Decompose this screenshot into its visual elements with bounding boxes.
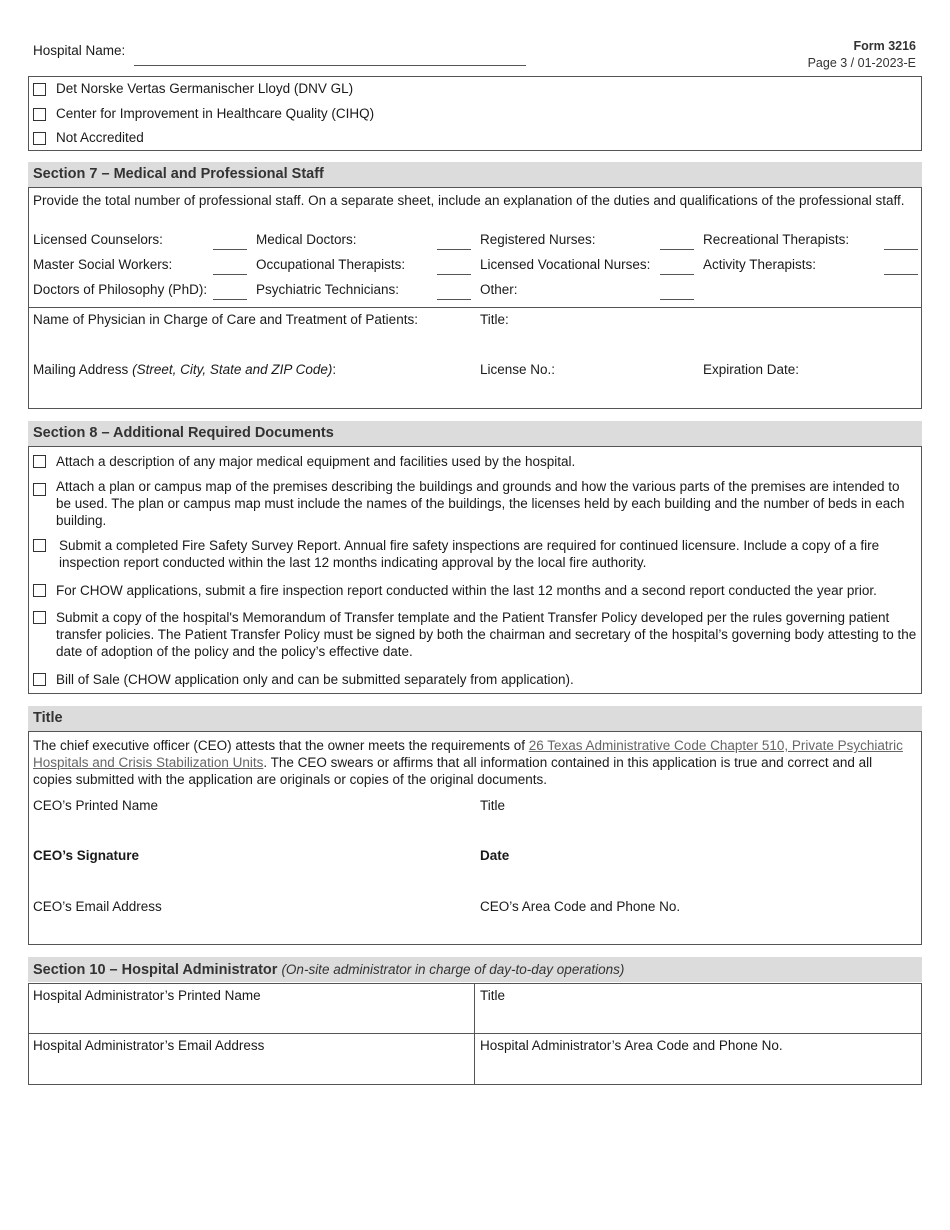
staff-count-field[interactable] xyxy=(437,274,471,275)
checkbox-bill-of-sale[interactable] xyxy=(33,673,46,686)
mailing-address-text: Mailing Address xyxy=(33,362,129,377)
staff-label: Psychiatric Technicians: xyxy=(256,282,400,297)
physician-label: Name of Physician in Charge of Care and Treatment of Patients: xyxy=(33,312,418,327)
ceo-signature-label: CEO’s Signature xyxy=(33,848,140,863)
accreditation-option: Det Norske Vertas Germanischer Lloyd (DNV GL) xyxy=(56,81,354,96)
checkbox-fire-safety[interactable] xyxy=(33,539,46,552)
staff-label: Licensed Vocational Nurses: xyxy=(480,257,651,272)
attestation-text xyxy=(33,737,913,788)
staff-label: Medical Doctors: xyxy=(256,232,357,247)
staff-label: Licensed Counselors: xyxy=(33,232,163,247)
section-7-intro: Provide the total number of professional staff. On a separate sheet, include an explanation of the duties and qualifications of the professional staff. xyxy=(33,193,905,208)
staff-label: Doctors of Philosophy (PhD): xyxy=(33,282,208,297)
ceo-title-label: Title xyxy=(480,798,506,813)
ceo-phone-label: CEO’s Area Code and Phone No. xyxy=(480,899,681,914)
checkbox-equipment[interactable] xyxy=(33,455,46,468)
staff-count-field[interactable] xyxy=(884,274,918,275)
checkbox-campus-map[interactable] xyxy=(33,483,46,496)
mailing-address-label: Mailing Address (Street, City, State and ZIP Code): xyxy=(33,362,337,377)
physician-title-label: Title: xyxy=(480,312,509,327)
section-7-header: Section 7 – Medical and Professional Staff xyxy=(28,162,922,187)
document-item: Bill of Sale (CHOW application only and can be submitted separately from application). xyxy=(56,672,574,687)
staff-count-field[interactable] xyxy=(437,249,471,250)
section-10-title: Section 10 – Hospital Administrator xyxy=(33,962,278,978)
staff-count-field[interactable] xyxy=(437,299,471,300)
section-10-subtitle: (On-site administrator in charge of day-to-day operations) xyxy=(281,962,625,977)
document-item: Attach a plan or campus map of the premises describing the buildings and grounds and how the various parts of the premises are intended to be used. The plan or campus map must include the names of the buildings, the licenses held by each building and the number of beds in each building. xyxy=(56,479,905,528)
mailing-address-hint: (Street, City, State and ZIP Code) xyxy=(132,362,333,377)
form-number: Form 3216 xyxy=(853,39,916,53)
attestation-text-start: The chief executive officer (CEO) attests that the owner meets the requirements of xyxy=(33,738,529,753)
attestation-text-end: . The CEO swears or affirms that all information contained in this application is true and correct and all copies submitted with the application are originals or copies of the original documents. xyxy=(33,755,873,787)
staff-label: Other: xyxy=(480,282,518,297)
staff-label: Registered Nurses: xyxy=(480,232,596,247)
staff-label: Activity Therapists: xyxy=(703,257,817,272)
section-8-header: Section 8 – Additional Required Documents xyxy=(28,421,922,446)
document-item: Submit a completed Fire Safety Survey Report. Annual fire safety inspections are required for continued licensure. Include a copy of a fire inspection report conducted within the last 12 months indicating approval by the local fire authority. xyxy=(59,538,880,570)
staff-count-field[interactable] xyxy=(884,249,918,250)
ceo-date-label: Date xyxy=(480,848,510,863)
checkbox-not-accredited[interactable] xyxy=(33,132,46,145)
ceo-printed-name-label: CEO’s Printed Name xyxy=(33,798,159,813)
ceo-email-label: CEO’s Email Address xyxy=(33,899,162,914)
checkbox-cihq[interactable] xyxy=(33,108,46,121)
staff-label: Recreational Therapists: xyxy=(703,232,850,247)
checkbox-dnv-gl[interactable] xyxy=(33,83,46,96)
staff-count-field[interactable] xyxy=(213,274,247,275)
staff-label: Master Social Workers: xyxy=(33,257,173,272)
license-label: License No.: xyxy=(480,362,556,377)
checkbox-transfer-policy[interactable] xyxy=(33,611,46,624)
divider xyxy=(28,307,922,308)
accreditation-option: Not Accredited xyxy=(56,130,144,145)
hospital-name-field[interactable] xyxy=(134,65,526,66)
section-9-header: Title xyxy=(28,706,922,731)
accreditation-option: Center for Improvement in Healthcare Quality (CIHQ) xyxy=(56,106,375,121)
expiration-label: Expiration Date: xyxy=(703,362,800,377)
divider xyxy=(28,1033,922,1034)
admin-phone-label: Hospital Administrator’s Area Code and Phone No. xyxy=(480,1038,783,1053)
section-10-header xyxy=(28,957,922,982)
document-item: Submit a copy of the hospital's Memorandum of Transfer template and the Patient Transfer Policy developed per the rules governing patient transfer policies. The Patient Transfer Policy must be signed by both the chairman and secretary of the hospital’s governing body attesting to the date of adoption of the policy and the policy’s effective date. xyxy=(56,610,917,659)
staff-count-field[interactable] xyxy=(660,274,694,275)
document-item: For CHOW applications, submit a fire inspection report conducted within the last 12 months and a second report conducted the year prior. xyxy=(56,583,877,598)
staff-count-field[interactable] xyxy=(213,249,247,250)
staff-count-field[interactable] xyxy=(213,299,247,300)
staff-count-field[interactable] xyxy=(660,299,694,300)
admin-printed-name-label: Hospital Administrator’s Printed Name xyxy=(33,988,261,1003)
document-item: Attach a description of any major medical equipment and facilities used by the hospital. xyxy=(56,454,576,469)
checkbox-chow-fire[interactable] xyxy=(33,584,46,597)
tac-chapter-510-link[interactable]: 26 Texas Administrative Code Chapter 510, Private Psychiatric Hospitals and Crisis Stabilization Units xyxy=(33,738,903,770)
admin-title-label: Title xyxy=(480,988,506,1003)
divider xyxy=(474,983,475,1085)
staff-label: Occupational Therapists: xyxy=(256,257,406,272)
admin-email-label: Hospital Administrator’s Email Address xyxy=(33,1038,265,1053)
page-info: Page 3 / 01-2023-E xyxy=(807,56,916,70)
staff-count-field[interactable] xyxy=(660,249,694,250)
hospital-name-label: Hospital Name: xyxy=(33,43,126,58)
